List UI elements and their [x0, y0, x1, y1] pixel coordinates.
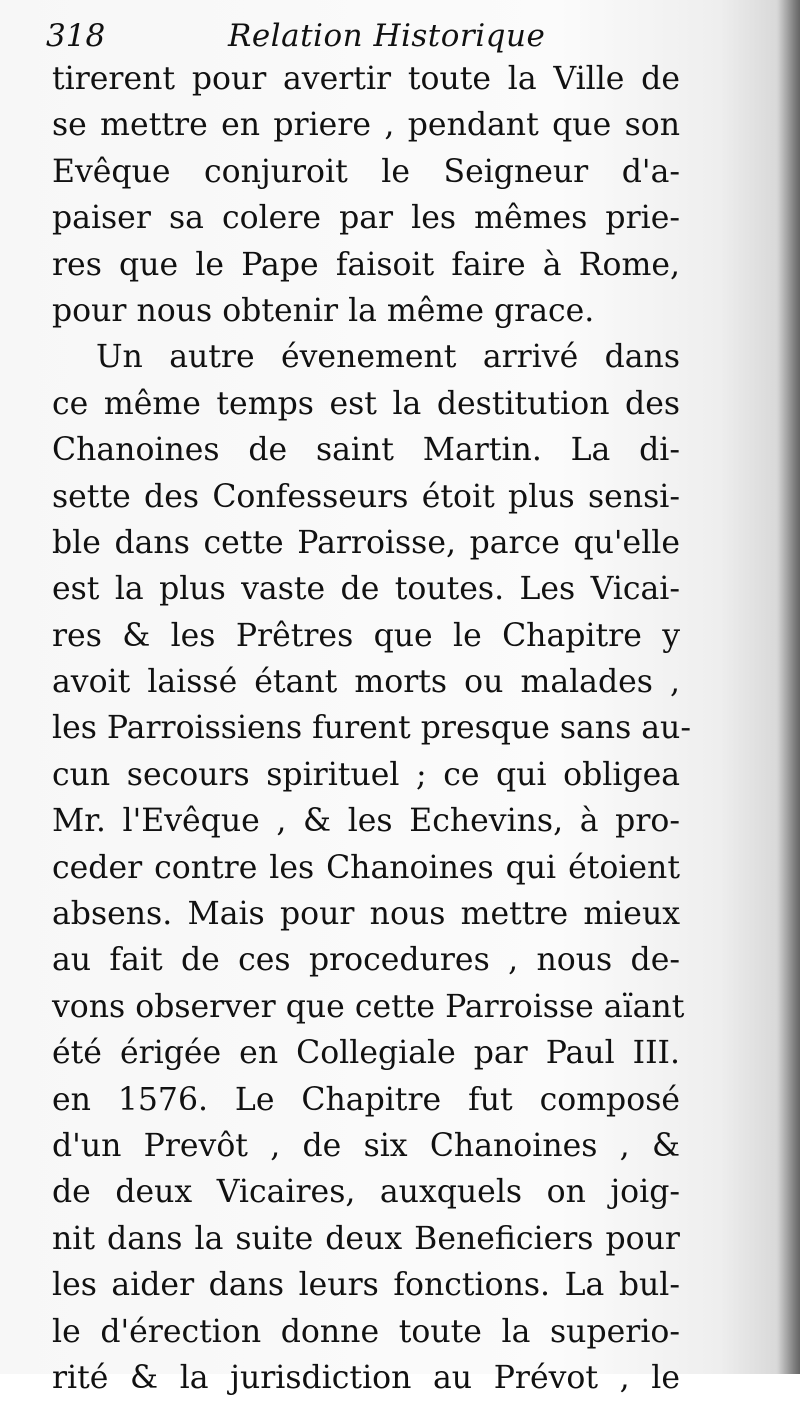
text-line: au fait de ces procedures , nous de- — [52, 942, 680, 979]
text-line: Evêque conjuroit le Seigneur d'a- — [52, 153, 680, 190]
text-line: se mettre en priere , pendant que son — [52, 107, 680, 144]
page-number: 318 — [46, 18, 106, 54]
text-line: les Parroissiens furent presque sans au- — [52, 710, 691, 747]
text-line: les aider dans leurs fonctions. La bul- — [52, 1267, 680, 1304]
text-line: pour nous obtenir la même grace. — [52, 292, 595, 329]
running-title: Relation Historique — [228, 18, 546, 54]
text-line: d'un Prevôt , de six Chanoines , & — [52, 1127, 680, 1164]
text-line: tirerent pour avertir toute la Ville de — [52, 61, 680, 97]
text-line: est la plus vaste de toutes. Les Vicai- — [52, 571, 680, 608]
text-line: rité & la jurisdiction au Prévot , le — [52, 1359, 680, 1396]
text-line: Mr. l'Evêque , & les Echevins, à pro- — [52, 803, 680, 840]
text-line: sette des Confesseurs étoit plus sensi- — [52, 478, 680, 515]
text-line: res & les Prêtres que le Chapitre y — [52, 617, 680, 654]
text-line: de deux Vicaires, auxquels on joig- — [52, 1174, 680, 1211]
text-line: ce même temps est la destitution des — [52, 385, 680, 422]
page-edge-shadow — [778, 0, 800, 1374]
text-line: ceder contre les Chanoines qui étoient — [52, 849, 680, 886]
text-line: en 1576. Le Chapitre fut composé — [52, 1081, 680, 1118]
text-line: absens. Mais pour nous mettre mieux — [52, 896, 680, 933]
body-text — [52, 56, 691, 1401]
text-line: ble dans cette Parroisse, parce qu'elle — [52, 524, 680, 561]
text-line: nit dans la suite deux Beneficiers pour — [52, 1220, 680, 1257]
text-line: le d'érection donne toute la superio- — [52, 1313, 680, 1350]
text-line: vons observer que cette Parroisse aïant — [52, 988, 685, 1025]
text-line: été érigée en Collegiale par Paul III. — [52, 1035, 680, 1072]
text-line: Un autre évenement arrivé dans — [96, 339, 680, 376]
text-line: avoit laissé étant morts ou malades , — [52, 664, 680, 701]
running-head — [46, 14, 726, 58]
text-line: paiser sa colere par les mêmes prie- — [52, 200, 680, 237]
text-line: Chanoines de saint Martin. La di- — [52, 432, 680, 469]
text-line: cun secours spirituel ; ce qui obligea — [52, 756, 680, 793]
text-line: res que le Pape faisoit faire à Rome, — [52, 246, 680, 283]
